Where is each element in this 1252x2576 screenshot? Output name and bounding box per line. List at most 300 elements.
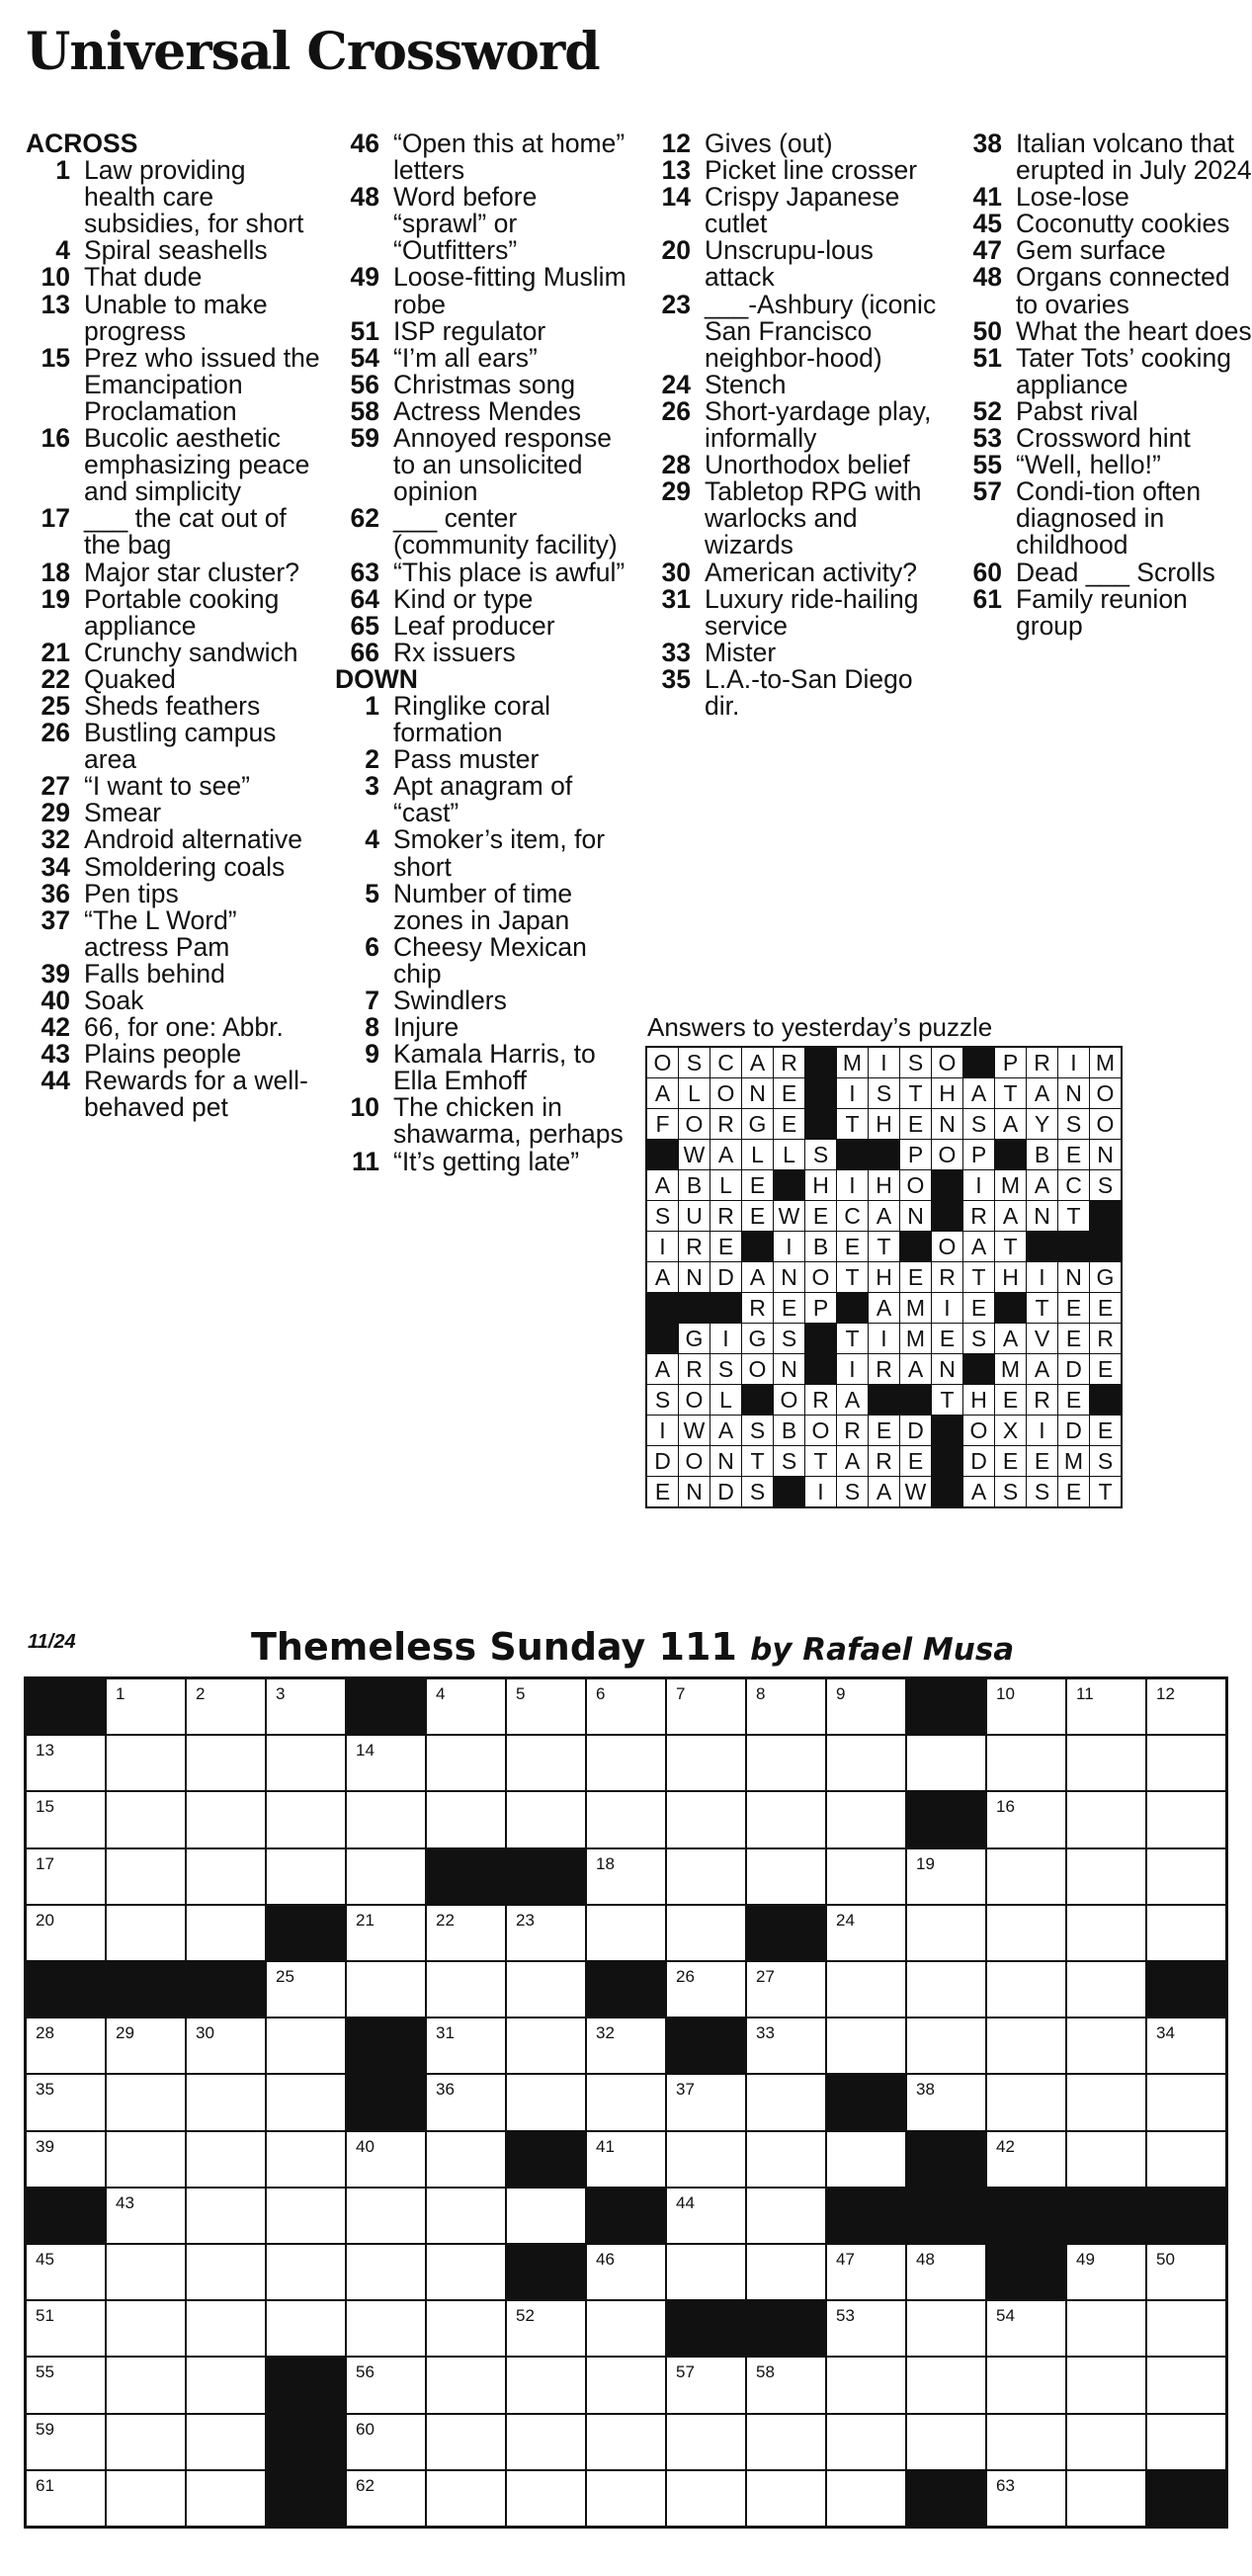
grid-cell[interactable] [907,2245,987,2301]
grid-cell[interactable] [427,2358,507,2414]
answer-cell: I [1027,1262,1058,1293]
grid-cell[interactable] [187,2189,267,2245]
clue-text: Rewards for a well-behaved pet [84,1066,308,1123]
down-clue [646,663,943,721]
answer-cell: M [1058,1446,1090,1477]
answer-cell: I [710,1324,742,1354]
grid-cell[interactable] [107,2189,187,2245]
grid-cell[interactable] [1067,2245,1147,2301]
answer-cell: H [869,1170,900,1201]
answer-black-square [805,1109,837,1140]
grid-cell[interactable] [187,2075,267,2131]
grid-cell[interactable] [507,2358,587,2414]
grid-cell[interactable] [747,1962,827,2018]
grid-cell[interactable] [27,2301,107,2358]
grid-cell[interactable] [907,2358,987,2414]
grid-cell[interactable] [987,2415,1067,2471]
answer-cell: O [679,1446,710,1477]
grid-cell[interactable] [587,2471,667,2528]
answer-cell: R [837,1416,869,1446]
down-clue [958,425,1252,452]
grid-cell[interactable] [667,1849,747,1906]
grid-cell[interactable] [187,1736,267,1792]
grid-cell[interactable] [667,2245,747,2301]
grid-cell[interactable] [987,1679,1067,1736]
clue-number: 59 [350,423,379,454]
grid-cell[interactable] [987,1736,1067,1792]
across_header-header: ACROSS [26,129,138,158]
clue-text: The chicken in shawarma, perhaps [393,1092,624,1150]
answer-cell: I [1027,1416,1058,1446]
down-clue [335,746,631,773]
grid-cell[interactable] [667,2132,747,2189]
grid-cell[interactable] [427,2245,507,2301]
clue-text: Rx issuers [393,637,516,667]
grid-cell[interactable] [747,1792,827,1848]
grid-cell[interactable] [347,1792,427,1848]
clue-number: 27 [41,771,70,802]
grid-cell[interactable] [667,1679,747,1736]
grid-cell[interactable] [27,1849,107,1906]
grid-cell[interactable] [827,1792,907,1848]
black-square [907,1792,987,1848]
grid-cell[interactable] [187,2018,267,2075]
grid-cell[interactable] [187,2415,267,2471]
black-square [1147,2189,1227,2245]
grid-cell[interactable] [427,2018,507,2075]
grid-cell[interactable] [507,2075,587,2131]
grid-cell[interactable] [347,2301,427,2358]
grid-cell[interactable] [827,1736,907,1792]
grid-cell[interactable] [107,1792,187,1848]
grid-cell[interactable] [1067,2075,1147,2131]
cell-number: 33 [756,2023,775,2043]
grid-cell[interactable] [187,1792,267,1848]
grid-cell[interactable] [507,2018,587,2075]
clue-number: 1 [365,690,379,721]
across-clue [26,289,322,346]
grid-cell[interactable] [747,2358,827,2414]
grid-cell[interactable] [987,1849,1067,1906]
grid-cell[interactable] [1147,2301,1227,2358]
grid-cell[interactable] [267,2075,347,2131]
grid-cell[interactable] [427,1679,507,1736]
grid-cell[interactable] [187,1849,267,1906]
grid-cell[interactable] [427,1906,507,1962]
cell-number: 50 [1156,2250,1175,2269]
grid-cell[interactable] [827,1679,907,1736]
grid-cell[interactable] [27,1792,107,1848]
grid-cell[interactable] [587,2132,667,2189]
down-clue [335,987,631,1014]
grid-cell[interactable] [1147,1906,1227,1962]
grid-cell[interactable] [907,2075,987,2131]
grid-cell[interactable] [667,1736,747,1792]
answer-black-square [837,1293,869,1324]
grid-cell[interactable] [747,2245,827,2301]
grid-cell[interactable] [347,1849,427,1906]
clue-text: Android alternative [84,824,302,855]
grid-cell[interactable] [987,1906,1067,1962]
grid-cell[interactable] [907,1906,987,1962]
grid-cell[interactable] [827,2415,907,2471]
grid-cell[interactable] [1067,1792,1147,1848]
cell-number: 28 [36,2023,54,2043]
grid-cell[interactable] [27,1736,107,1792]
down-clue [646,452,943,478]
clue-number: 34 [41,851,70,882]
answer-cell: A [1027,1354,1058,1385]
grid-cell[interactable] [747,2471,827,2528]
grid-cell[interactable] [267,1792,347,1848]
grid-cell[interactable] [27,2358,107,2414]
answer-black-square [932,1446,963,1477]
clue-text: Portable cooking appliance [84,583,280,641]
grid-cell[interactable] [747,1736,827,1792]
grid-cell[interactable] [667,2415,747,2471]
black-square [267,2358,347,2414]
cell-number: 25 [276,1967,294,1986]
answer-cell: E [774,1078,805,1109]
grid-cell[interactable] [827,2245,907,2301]
answer-cell: T [805,1446,837,1477]
clue-text: ISP regulator [393,315,546,346]
clue-text: Kamala Harris, to Ella Emhoff [393,1039,596,1096]
clue-text: Dead ___ Scrolls [1016,557,1215,587]
across-clue [335,395,631,426]
grid-cell[interactable] [27,2245,107,2301]
grid-cell[interactable] [587,2358,667,2414]
grid-cell[interactable] [907,1962,987,2018]
clue-text: Actress Mendes [393,395,581,426]
grid-cell[interactable] [347,2358,427,2414]
clue-text: Leaf producer [393,610,555,641]
across-clue [26,157,322,237]
puzzle-title-text: Themeless Sunday 111 [251,1625,737,1669]
grid-cell[interactable] [427,2132,507,2189]
grid-cell[interactable] [187,2301,267,2358]
cell-number: 15 [36,1797,54,1817]
across-clue [26,425,322,505]
grid-cell[interactable] [347,2471,427,2528]
clue-number: 54 [350,342,379,373]
grid-cell[interactable] [907,1849,987,1906]
grid-cell[interactable] [827,2018,907,2075]
clue-number: 43 [41,1039,70,1070]
across-clue [26,690,322,721]
grid-cell[interactable] [267,2245,347,2301]
grid-cell[interactable] [347,2189,427,2245]
grid-cell[interactable] [507,2471,587,2528]
answer-cell: E [1058,1324,1090,1354]
grid-cell[interactable] [1067,1962,1147,2018]
clue-number: 12 [661,129,691,158]
clue-text: Pabst rival [1016,395,1138,426]
grid-cell[interactable] [1147,2415,1227,2471]
answer-cell: E [1058,1293,1090,1324]
grid-cell[interactable] [1067,2358,1147,2414]
grid-cell[interactable] [747,2075,827,2131]
grid-cell[interactable] [27,2132,107,2189]
across-clue [335,559,631,586]
clue-column-4 [958,130,1252,640]
down-clue [335,1014,631,1041]
clue-number: 24 [661,369,691,399]
grid-cell[interactable] [187,2358,267,2414]
grid-cell[interactable] [267,1962,347,2018]
grid-cell[interactable] [587,1679,667,1736]
down-clue [646,237,943,291]
answer-cell: R [710,1201,742,1232]
grid-cell[interactable] [587,2301,667,2358]
grid-cell[interactable] [587,1906,667,1962]
grid-cell[interactable] [427,2301,507,2358]
grid-cell[interactable] [987,2301,1067,2358]
grid-cell[interactable] [827,1849,907,1906]
grid-cell[interactable] [107,2075,187,2131]
grid-cell[interactable] [1147,2132,1227,2189]
grid-cell[interactable] [107,2415,187,2471]
grid-cell[interactable] [1067,2471,1147,2528]
clue-text: “This place is awful” [393,557,626,587]
grid-cell[interactable] [747,2415,827,2471]
grid-cell[interactable] [1067,2132,1147,2189]
grid-cell[interactable] [1067,1906,1147,1962]
grid-cell[interactable] [507,1906,587,1962]
grid-cell[interactable] [747,2189,827,2245]
grid-cell[interactable] [27,2018,107,2075]
grid-cell[interactable] [507,2415,587,2471]
grid-cell[interactable] [907,2301,987,2358]
grid-cell[interactable] [1147,1792,1227,1848]
answer-cell: N [742,1078,774,1109]
answer-cell: A [995,1201,1027,1232]
answer-cell: A [710,1140,742,1170]
answer-cell: B [679,1170,710,1201]
grid-cell[interactable] [827,2132,907,2189]
answer-black-square [742,1385,774,1416]
grid-cell[interactable] [347,2415,427,2471]
grid-cell[interactable] [507,2189,587,2245]
grid-cell[interactable] [347,1962,427,2018]
grid-cell[interactable] [667,2075,747,2131]
grid-cell[interactable] [107,2358,187,2414]
black-square [667,2018,747,2075]
clue-text: Prez who issued the Emancipation Proclamation [84,342,320,426]
grid-cell[interactable] [587,1849,667,1906]
grid-cell[interactable] [347,2245,427,2301]
grid-cell[interactable] [827,1962,907,2018]
grid-cell[interactable] [587,1736,667,1792]
grid-cell[interactable] [587,2415,667,2471]
grid-cell[interactable] [827,1906,907,1962]
grid-cell[interactable] [427,2471,507,2528]
black-square [907,2471,987,2528]
grid-cell[interactable] [827,2358,907,2414]
grid-cell[interactable] [27,2471,107,2528]
grid-cell[interactable] [987,2132,1067,2189]
grid-cell[interactable] [1147,2245,1227,2301]
grid-cell[interactable] [427,1792,507,1848]
grid-cell[interactable] [987,2018,1067,2075]
answer-black-square [805,1078,837,1109]
grid-cell[interactable] [107,2018,187,2075]
grid-cell[interactable] [107,1906,187,1962]
grid-cell[interactable] [907,1736,987,1792]
clue-text: “I’m all ears” [393,342,538,373]
grid-cell[interactable] [1067,2018,1147,2075]
grid-cell[interactable] [187,1906,267,1962]
grid-cell[interactable] [267,1849,347,1906]
clue-number: 66 [350,637,379,667]
grid-cell[interactable] [507,2301,587,2358]
black-square [187,1962,267,2018]
grid-cell[interactable] [747,2018,827,2075]
grid-cell[interactable] [1067,2415,1147,2471]
answer-cell: A [837,1385,869,1416]
clue-text: Plains people [84,1039,242,1070]
down-clue [646,157,943,184]
answer-cell: S [774,1446,805,1477]
grid-cell[interactable] [1067,1736,1147,1792]
grid-cell[interactable] [267,1679,347,1736]
grid-cell[interactable] [907,2018,987,2075]
grid-cell[interactable] [587,2245,667,2301]
answer-cell: S [869,1078,900,1109]
grid-cell[interactable] [187,2471,267,2528]
grid-cell[interactable] [427,1736,507,1792]
grid-cell[interactable] [987,2075,1067,2131]
across-clue [26,826,322,853]
down-clue [958,184,1252,211]
answer-cell: A [963,1477,995,1507]
grid-cell[interactable] [1147,1849,1227,1906]
grid-cell[interactable] [1067,1849,1147,1906]
grid-cell[interactable] [1067,1679,1147,1736]
grid-cell[interactable] [507,1962,587,2018]
black-square [347,2018,427,2075]
down-clue [958,211,1252,237]
grid-cell[interactable] [827,2471,907,2528]
grid-cell[interactable] [907,2415,987,2471]
grid-cell[interactable] [507,1679,587,1736]
grid-cell[interactable] [107,2301,187,2358]
grid-cell[interactable] [987,2471,1067,2528]
grid-cell[interactable] [427,2189,507,2245]
grid-cell[interactable] [267,1736,347,1792]
clue-text: Coconutty cookies [1016,209,1230,239]
answer-black-square [774,1477,805,1507]
cell-number: 4 [436,1684,446,1703]
across-clue [26,637,322,667]
grid-cell[interactable] [107,1679,187,1736]
grid-cell[interactable] [107,1849,187,1906]
grid-cell[interactable] [987,2358,1067,2414]
clue-number: 44 [41,1066,70,1096]
grid-cell[interactable] [27,2415,107,2471]
cell-number: 7 [676,1684,686,1703]
grid-cell[interactable] [667,1792,747,1848]
cell-number: 38 [916,2080,935,2100]
grid-cell[interactable] [107,2471,187,2528]
across-clue [26,1014,322,1041]
grid-cell[interactable] [667,1906,747,1962]
answer-cell: D [900,1416,932,1446]
answer-black-square [647,1324,679,1354]
grid-cell[interactable] [587,2018,667,2075]
grid-cell[interactable] [187,2245,267,2301]
grid-cell[interactable] [587,1792,667,1848]
clue-text: Smoldering coals [84,851,286,882]
grid-cell[interactable] [1147,1736,1227,1792]
grid-cell[interactable] [827,2301,907,2358]
answer-black-square [932,1477,963,1507]
cell-number: 32 [596,2023,615,2043]
grid-cell[interactable] [1147,2075,1227,2131]
grid-cell[interactable] [747,1679,827,1736]
grid-cell[interactable] [267,2189,347,2245]
cell-number: 41 [596,2136,615,2156]
grid-cell[interactable] [987,1962,1067,2018]
puzzle-date: 11/24 [28,1631,76,1653]
clue-number: 19 [41,583,70,614]
clue-text: Condi-tion often diagnosed in childhood [1016,476,1202,560]
answer-cell: E [1090,1293,1122,1324]
clue-text: Annoyed response to an unsolicited opinion [393,423,612,507]
grid-cell[interactable] [1147,2358,1227,2414]
clue-number: 29 [41,798,70,828]
grid-cell[interactable] [747,2132,827,2189]
grid-cell[interactable] [1147,1679,1227,1736]
grid-cell[interactable] [507,1792,587,1848]
grid-cell[interactable] [1067,2301,1147,2358]
grid-cell[interactable] [667,2471,747,2528]
grid-cell[interactable] [507,1736,587,1792]
across-clue [26,237,322,264]
grid-cell[interactable] [1147,2018,1227,2075]
grid-cell[interactable] [427,2075,507,2131]
grid-cell[interactable] [27,1906,107,1962]
grid-cell[interactable] [187,1679,267,1736]
grid-cell[interactable] [107,2245,187,2301]
grid-cell[interactable] [667,2358,747,2414]
grid-cell[interactable] [27,2075,107,2131]
grid-cell[interactable] [347,2132,427,2189]
grid-cell[interactable] [107,1736,187,1792]
byline: by Rafael Musa [750,1632,1015,1668]
grid-cell[interactable] [667,2189,747,2245]
grid-cell[interactable] [667,1962,747,2018]
down-clue [646,637,943,667]
grid-cell[interactable] [267,2018,347,2075]
grid-cell[interactable] [427,1962,507,2018]
grid-cell[interactable] [107,2132,187,2189]
clue-text: 66, for one: Abbr. [84,1012,284,1043]
grid-cell[interactable] [427,2415,507,2471]
grid-cell[interactable] [267,2301,347,2358]
answer-cell: E [742,1201,774,1232]
down-clue [646,130,943,157]
grid-cell[interactable] [987,1792,1067,1848]
grid-cell[interactable] [187,2132,267,2189]
black-square [987,2245,1067,2301]
grid-cell[interactable] [347,1906,427,1962]
grid-cell[interactable] [267,2132,347,2189]
grid-cell[interactable] [747,1849,827,1906]
answer-cell: T [995,1078,1027,1109]
grid-cell[interactable] [347,1736,427,1792]
grid-cell[interactable] [587,2075,667,2131]
